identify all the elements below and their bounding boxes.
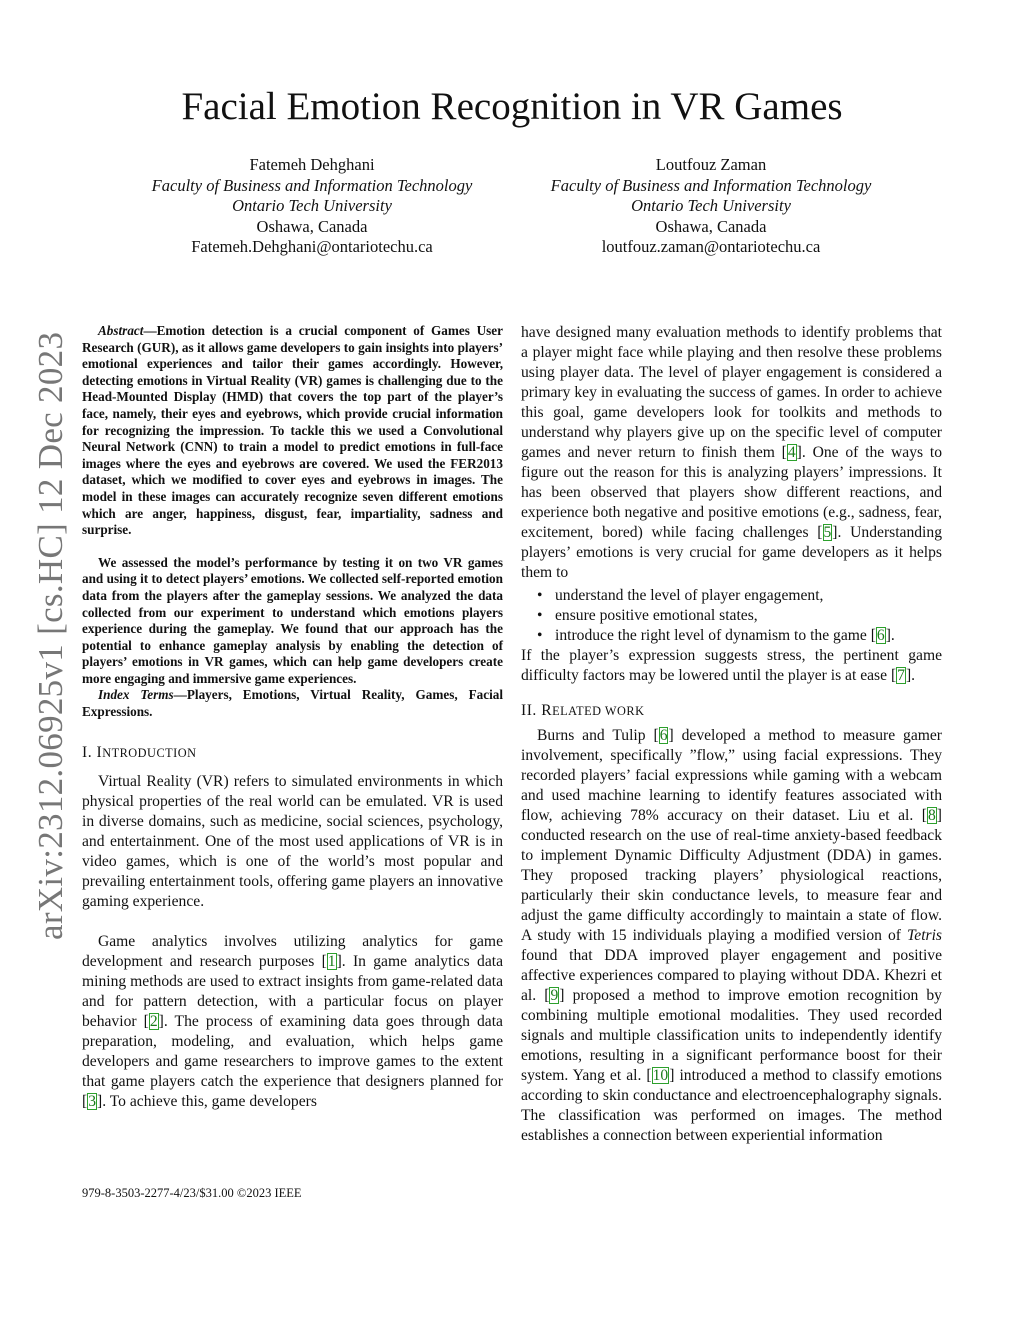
text-run: proposed a method to improve emotion recognition by combining multiple emotional modalities. They used recorded signals and multiple classification units to independently identify emotions, resulting in a significant performance boost for their system. Yang et al. bbox=[521, 987, 942, 1084]
citation-link[interactable]: 9 bbox=[550, 987, 559, 1004]
index-terms: Index Terms—Players, Emotions, Virtual Reality, Games, Facial Expressions. bbox=[82, 687, 503, 720]
bullet-text: understand the level of player engagement, bbox=[555, 587, 824, 604]
section-number: I. bbox=[82, 743, 93, 761]
bullet-item bbox=[555, 586, 942, 606]
citation-link[interactable]: 6 bbox=[876, 627, 885, 644]
section-heading-related-work bbox=[521, 701, 942, 721]
text-run: introduced a method to classify emotions according to skin conductance and electroencephalography signals. The classification was performed on images. The method establishes a connection between experiential information bbox=[521, 1067, 942, 1144]
author-block-1 bbox=[122, 155, 502, 258]
abstract-text-1: Emotion detection is a crucial component of Games User Research (GUR), as it allows game developers to gain insights into players’ emotional experiences and tailor their games accordingly. However, detecting emotions in Virtual Reality (VR) games is challenging due to the Head-Mounted Display (HMD) that covers the top part of the player’s face, namely, their eyes and eyebrows, which provide crucial information for recognizing the impression. To tackle this we used a Convolutional Neural Network (CNN) to train a model to predict emotions in full-face images where the eyes and eyebrows are covered. We used the FER2013 dataset, which we modified to cover eyes and eyebrows in images. The model in these images can accurately recognize seven different emotions which are anger, happiness, disgust, fear, impartiality, sadness and surprise. bbox=[82, 323, 503, 538]
text-run: . Understanding players’ emotions is very crucial for game developers as it helps them to bbox=[521, 524, 942, 581]
intro-paragraph-3: have designed many evaluation methods to identify problems that a player might face while playing and then resolve these problems using player data. The level of player engagement is considered a primary key in evaluating the success of games. In order to achieve this goal, game developers look for toolkits and methods to understand why players give up on the specific level of computer games and never return to finish them [4]. One of the ways to figure out the reason for this is analyzing players’ impressions. It has been observed that players show different reactions, and experience both negative and positive emotions (e.g., sadness, fear, excitement, bored) while facing challenges [5]. Understanding players’ emotions is very crucial for game developers as it helps them to bbox=[521, 324, 942, 581]
text-run: Burns and Tulip bbox=[537, 727, 654, 744]
bullet-list bbox=[521, 586, 942, 646]
text-run: . One of the ways to figure out the reason for this is analyzing players’ impressions. It has been observed that players show different reactions, and experience both negative and positive emotions (e.g., sadness, fear, excitement, bored) while facing challenges bbox=[521, 444, 942, 541]
section-title-rest: ELATED WORK bbox=[552, 704, 645, 718]
abstract-paragraph-1: Abstract—Emotion detection is a crucial component of Games User Research (GUR), as it allows game developers to gain insights into players’ emotional experiences and tailor their games accordingly. However, detecting emotions in Virtual Reality (VR) games is challenging due to the Head-Mounted Display (HMD) that covers the top part of the player’s face, namely, their eyes and eyebrows, which provide crucial information for recognizing the impression. To tackle this we used a Convolutional Neural Network (CNN) to train a model to predict emotions in full-face images where the eyes and eyebrows are covered. We used the FER2013 dataset, which we modified to cover eyes and eyebrows in images. The model in these images can accurately recognize seven different emotions which are anger, happiness, disgust, fear, impartiality, sadness and surprise. bbox=[82, 323, 503, 538]
author-name: Loutfouz Zaman bbox=[655, 155, 767, 174]
bullet-item: • introduce the right level of dynamism to the game [6]. bbox=[555, 626, 942, 646]
text-run: Game analytics involves utilizing analytics for game development and research purposes bbox=[82, 932, 503, 970]
citation-link[interactable]: 2 bbox=[149, 1012, 158, 1030]
bullet-text: introduce the right level of dynamism to the game bbox=[555, 627, 871, 644]
text-run: . In game analytics data mining methods are used to extract insights from game-related data and for pattern detection, with a particular focus on player behavior bbox=[82, 952, 503, 1030]
author-location: Oshawa, Canada bbox=[256, 216, 368, 236]
author-location: Oshawa, Canada bbox=[655, 216, 767, 236]
author-block-2 bbox=[521, 155, 901, 258]
citation-link[interactable]: 6 bbox=[659, 727, 668, 744]
related-work-paragraph: Burns and Tulip [6] developed a method to measure gamer involvement, specifically ”flow,” using facial expressions. They recorded players’ facial expressions while gaming with a webcam and used machine learning to identify features associated with flow, achieving 78% accuracy on their dataset. Liu et al. [8] conducted research on the use of real-time anxiety-based feedback to implement Dynamic Difficulty Adjustment (DDA) in games. They proposed tracking players’ physiological reactions, particularly their skin conductance levels, to measure fear and adjust the game difficulty accordingly to maintain a state of flow. A study with 15 individuals playing a modified version of Tetris found that DDA improved player engagement and positive affective experiences compared to playing without DDA. Khezri et al. [9] proposed a method to improve emotion recognition by combining multiple emotional modalities. They used recorded signals and multiple classification units to independently identify emotions, resulting in a significant performance boost for their system. Yang et al. [10] introduced a method to classify emotions according to skin conductance and electroencephalography signals. The classification was performed on images. The method establishes a connection between experiential information bbox=[521, 727, 942, 1144]
abstract-paragraph-2: We assessed the model’s performance by testing it on two VR games and using it to detect players’ emotions. We collected self-reported emotion data from the players after the gameplay sessions. We analyzed the data collected from our experiment to understand which emotions players experience during the gameplay. We found that our approach has the potential to enhance gameplay analysis by enabling the detection of players’ emotions in VR games, which can help game developers create more engaging and immersive game experiences. bbox=[82, 554, 503, 686]
citation-link[interactable]: 5 bbox=[823, 524, 832, 541]
text-run: have designed many evaluation methods to identify problems that a player might face while playing and then resolve these problems using player data. The level of player engagement is considered a primary key in evaluating the success of games. In order to achieve this goal, game developers look for toolkits and methods to understand why players give up on the specific level of computer games and never return to finish them bbox=[521, 324, 942, 461]
author-name: Fatemeh Dehghani bbox=[249, 155, 375, 174]
author-university: Ontario Tech University bbox=[631, 196, 791, 215]
text-run: . The process of examining data goes through data preparation, modeling, and evaluation, which helps game developers and game researchers to improve games to the extent that game players catch the experience that designers planned for bbox=[82, 1012, 503, 1090]
section-initial: I bbox=[96, 743, 103, 761]
citation-link[interactable]: 4 bbox=[787, 444, 796, 461]
text-run: . bbox=[911, 667, 916, 684]
copyright-footer: 979-8-3503-2277-4/23/$31.00 ©2023 IEEE bbox=[82, 1186, 302, 1200]
text-run: conducted research on the use of real-time anxiety-based feedback to implement Dynamic Difficulty Adjustment (DDA) in games. They proposed tracking players’ physiological reactions, particularly their skin conductance levels, to measure fear and adjust the game difficulty accordingly to maintain a state of flow. A study with 15 individuals playing a modified version of bbox=[521, 827, 942, 944]
bullet-text: ensure positive emotional states, bbox=[555, 607, 758, 624]
text-run: found that DDA improved player engagement and positive affective experiences compared to playing without DDA. Khezri et al. bbox=[521, 947, 942, 1004]
bullet-item bbox=[555, 606, 942, 626]
left-column bbox=[82, 323, 503, 1112]
author-email: loutfouz.zaman@ontariotechu.ca bbox=[601, 237, 821, 256]
paper-title: Facial Emotion Recognition in VR Games bbox=[181, 85, 843, 128]
text-run: developed a method to measure gamer involvement, specifically ”flow,” using facial expressions. They recorded players’ facial expressions while gaming with a webcam and used machine learning to identify features associated with flow, achieving 78% accuracy on their dataset. Liu et al. bbox=[521, 727, 942, 824]
game-title-tetris: Tetris bbox=[907, 927, 942, 944]
section-heading-introduction bbox=[82, 743, 503, 763]
right-column bbox=[521, 323, 942, 1146]
citation-link[interactable]: 3 bbox=[88, 1092, 96, 1110]
citation-link[interactable]: 10 bbox=[652, 1067, 669, 1084]
intro-paragraph-1: Virtual Reality (VR) refers to simulated environments in which physical properties of the real world can be emulated. VR is used in diverse domains, such as medicine, social sciences, psychology, and entertainment. One of the most used applications of VR is in video games, which is one of the world’s most popular and prevailing entertainment tools, offering game players an innovative gaming experience. bbox=[82, 772, 503, 910]
citation-link[interactable]: 7 bbox=[897, 667, 905, 684]
text-run: . To achieve this, game developers bbox=[102, 1092, 317, 1110]
author-faculty: Faculty of Business and Information Technology bbox=[151, 175, 473, 195]
author-university: Ontario Tech University bbox=[232, 196, 392, 215]
citation-link[interactable]: 1 bbox=[327, 952, 336, 970]
citation-link[interactable]: 8 bbox=[928, 807, 936, 824]
author-email: Fatemeh.Dehghani@ontariotechu.ca bbox=[191, 237, 433, 256]
abstract-label: Abstract bbox=[98, 323, 144, 338]
arxiv-id: arXiv:2312.06925v1 [cs.HC] 12 Dec 2023 bbox=[31, 331, 70, 940]
section-title-rest: NTRODUCTION bbox=[102, 745, 197, 760]
intro-paragraph-2: Game analytics involves utilizing analytics for game development and research purposes [1]. In game analytics data mining methods are used to extract insights from game-related data and for pattern detection, with a particular focus on player behavior [2]. The process of examining data goes through data preparation, modeling, and evaluation, which helps game developers and game researchers to improve games to the extent that game players catch the experience that designers planned for [3]. To achieve this, game developers bbox=[82, 932, 503, 1110]
author-faculty: Faculty of Business and Information Technology bbox=[550, 175, 872, 195]
index-terms-text: Players, Emotions, Virtual Reality, Games, Facial Expressions. bbox=[82, 687, 503, 720]
arxiv-watermark bbox=[28, 331, 70, 940]
section-number: II. bbox=[521, 702, 537, 719]
section-initial: R bbox=[541, 702, 553, 719]
index-terms-label: Index Terms bbox=[98, 687, 174, 703]
intro-paragraph-4: If the player’s expression suggests stress, the pertinent game difficulty factors may be lowered until the player is at ease [7]. bbox=[521, 647, 942, 684]
text-run: If the player’s expression suggests stress, the pertinent game difficulty factors may be lowered until the player is at ease bbox=[521, 647, 942, 684]
